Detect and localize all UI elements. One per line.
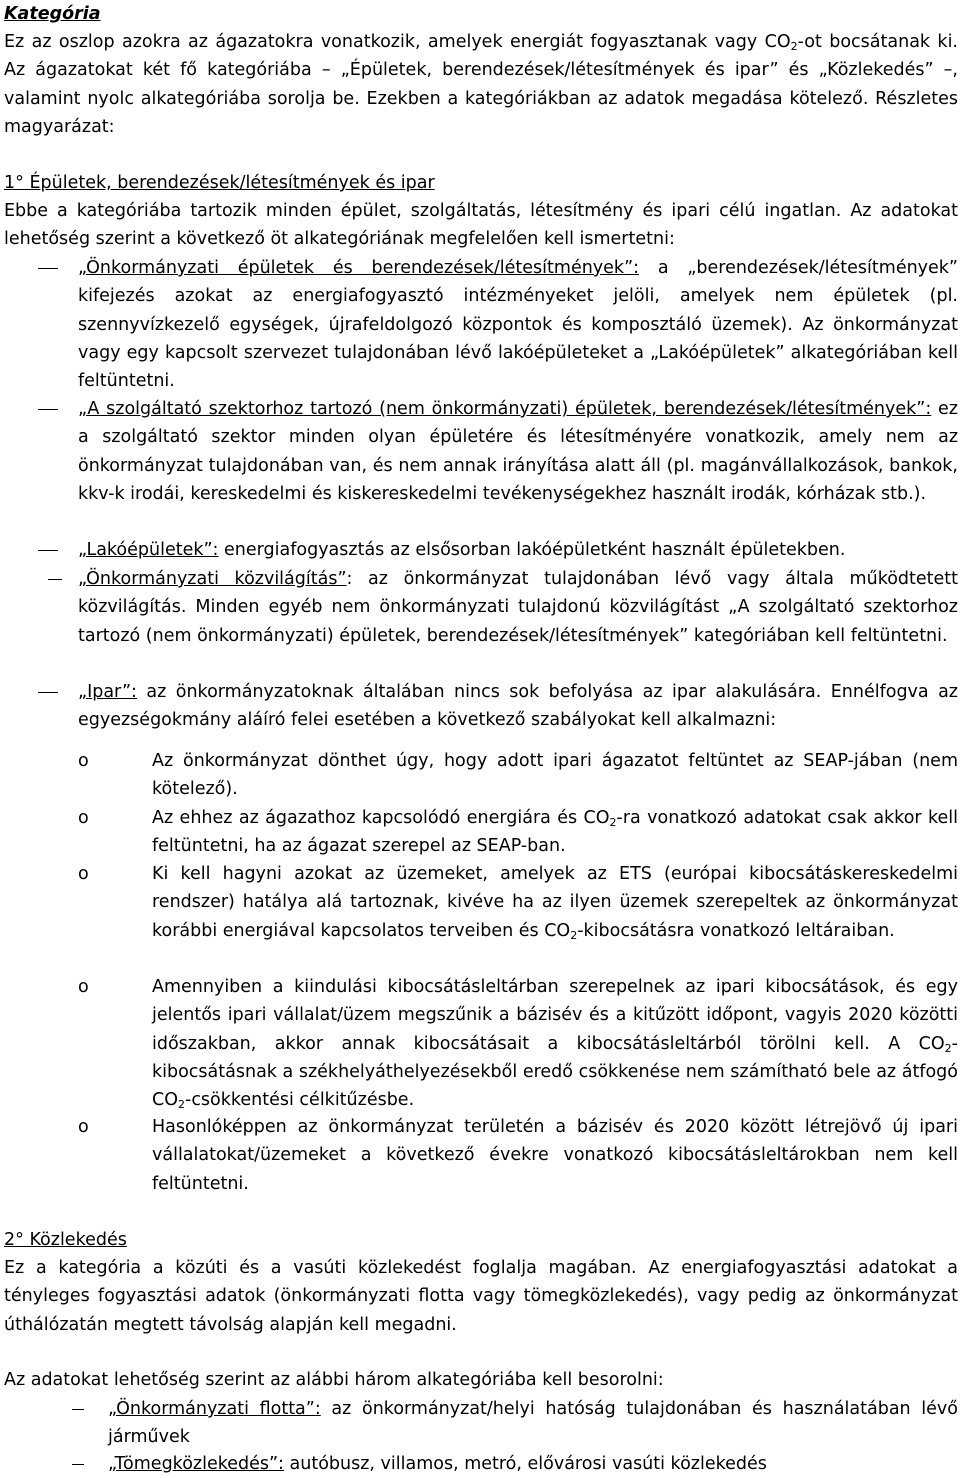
list-item: „Önkormányzati közvilágítás”: az önkormányzat tulajdonában lévő vagy általa működtetett közvilágítás. Minden egyéb nem önkormányzati tulajdonú közvilágítást „A szolgáltató szektorhoz tartozó (nem önkormányzati) épületek, berendezések/létesítmények” kategóriában kell feltüntetni. [4, 565, 958, 650]
intro-paragraph: Ez az oszlop azokra az ágazatokra vonatkozik, amelyek energiát fogyasztanak vagy $CO_2-ot$ bocsátanak ki. Az ágazatokat két fő kategóriába – „Épületek, berendezések/létesítmények és ipar” és „Közlekedés” –, valamint nyolc alkategóriába sorolja be. Ezekben a kategóriákban az adatok megadása kötelező. Részletes magyarázat: [4, 32, 958, 137]
list-item: „Önkormányzati épületek és berendezések/létesítmények”: a „berendezések/létesítmények” kifejezés azokat az energiafogyasztó intézményeket jelöli, amelyek nem épületek (pl. szennyvízkezelő egységek, újrafeldolgozó központok és komposztáló üzemek). Az önkormányzat vagy egy kapcsolt szervezet tulajdonában lévő lakóépületeket a „Lakóépületek” alkategóriában kell feltüntetni. [4, 254, 958, 395]
o-marker: o [78, 977, 89, 997]
section1-title: 1° Épületek, berendezések/létesítmények és ipar [4, 173, 435, 193]
dash-marker [38, 692, 58, 693]
o-marker: o [78, 751, 89, 771]
sub-list-item: o Az ehhez az ágazathoz kapcsolódó energiára és $CO_2-ra$ vonatkozó adatokat csak akkor kell feltüntetni, ha az ágazat szerepel az SEAP-ban. [4, 804, 958, 861]
dash-marker [38, 409, 58, 410]
sub-list-item: o Hasonlóképpen az önkormányzat területén a bázisév és 2020 között létrejövő új ipari vállalatokat/üzemeket a következő évekre vonatkozó kibocsátásleltárokban nem kell feltüntetni. [4, 1113, 958, 1198]
dash-marker [72, 1464, 84, 1465]
o-marker: o [78, 1117, 89, 1137]
list-item: „Önkormányzati flotta”: az önkormányzat/helyi hatóság tulajdonában és használatában lévő járművek [4, 1395, 958, 1452]
sub-list-item: o Amennyiben a kiindulási kibocsátásleltárban szerepelnek az ipari kibocsátások, és egy jelentős ipari vállalat/üzem megszűnik a bázisév és a kitűzött időpont, vagyis 2020 közötti időszakban, akkor annak kibocsátásait a kibocsátásleltárból törölni kell. A $CO_2$-kibocsátásnak a székhelyáthelyezésekből eredő csökkenése nem számítható bele az átfogó $CO_2$-csökkentési célkitűzésbe. [4, 973, 958, 1114]
dash-marker [38, 268, 58, 269]
section2-title: 2° Közlekedés [4, 1230, 127, 1250]
list-item: „Tömegközlekedés”: autóbusz, villamos, metró, elővárosi vasúti közlekedés [4, 1450, 958, 1478]
section1-body: Ebbe a kategóriába tartozik minden épület, szolgáltatás, létesítmény és ipari célú ingatlan. Az adatokat lehetőség szerint a következő öt alkategóriának megfelelően kell ismertetni: [4, 201, 958, 250]
heading-kategoria: Kategória [4, 4, 101, 24]
o-marker: o [78, 808, 89, 828]
section2-body: Ez a kategória a közúti és a vasúti közlekedést foglalja magában. Az energiafogyasztási adatokat a tényleges fogyasztási adatok (önkormányzati flotta vagy tömegközlekedés), vagy pedig az önkormányzat úthálózatán megtett távolság alapján kell megadni. [4, 1258, 958, 1335]
dash-marker [48, 579, 62, 580]
o-marker: o [78, 864, 89, 884]
sub-list-item: o Az önkormányzat dönthet úgy, hogy adott ipari ágazatot feltüntet az SEAP-jában (nem kötelező). [4, 747, 958, 804]
list-item: „A szolgáltató szektorhoz tartozó (nem önkormányzati) épületek, berendezések/létesítmények”: ez a szolgáltató szektor minden olyan épületére és létesítményére vonatkozik, amely nem az önkormányzat tulajdonában van, és nem annak irányítása alatt áll (pl. magánvállalkozások, bankok, kkv-k irodái, kereskedelmi és kiskereskedelmi tevékenységekhez használt irodák, kórházak stb.). [4, 395, 958, 508]
section2-intro: Az adatokat lehetőség szerint az alábbi három alkategóriába kell besorolni: [4, 1370, 664, 1390]
list-item: „Lakóépületek”: energiafogyasztás az elsősorban lakóépületként használt épületekben. [4, 536, 958, 564]
sub-list-item: o Ki kell hagyni azokat az üzemeket, amelyek az ETS (európai kibocsátáskereskedelmi rendszer) hatálya alá tartoznak, kivéve ha az ilyen üzemek szerepeltek az önkormányzat korábbi energiával kapcsolatos terveiben és $CO_2$-kibocsátásra vonatkozó leltáraiban. [4, 860, 958, 945]
dash-marker [72, 1409, 84, 1410]
dash-marker [38, 550, 58, 551]
list-item: „Ipar”: az önkormányzatoknak általában nincs sok befolyása az ipar alakulására. Ennélfogva az egyezségokmány aláíró felei esetében a következő szabályokat kell alkalmazni: [4, 678, 958, 735]
